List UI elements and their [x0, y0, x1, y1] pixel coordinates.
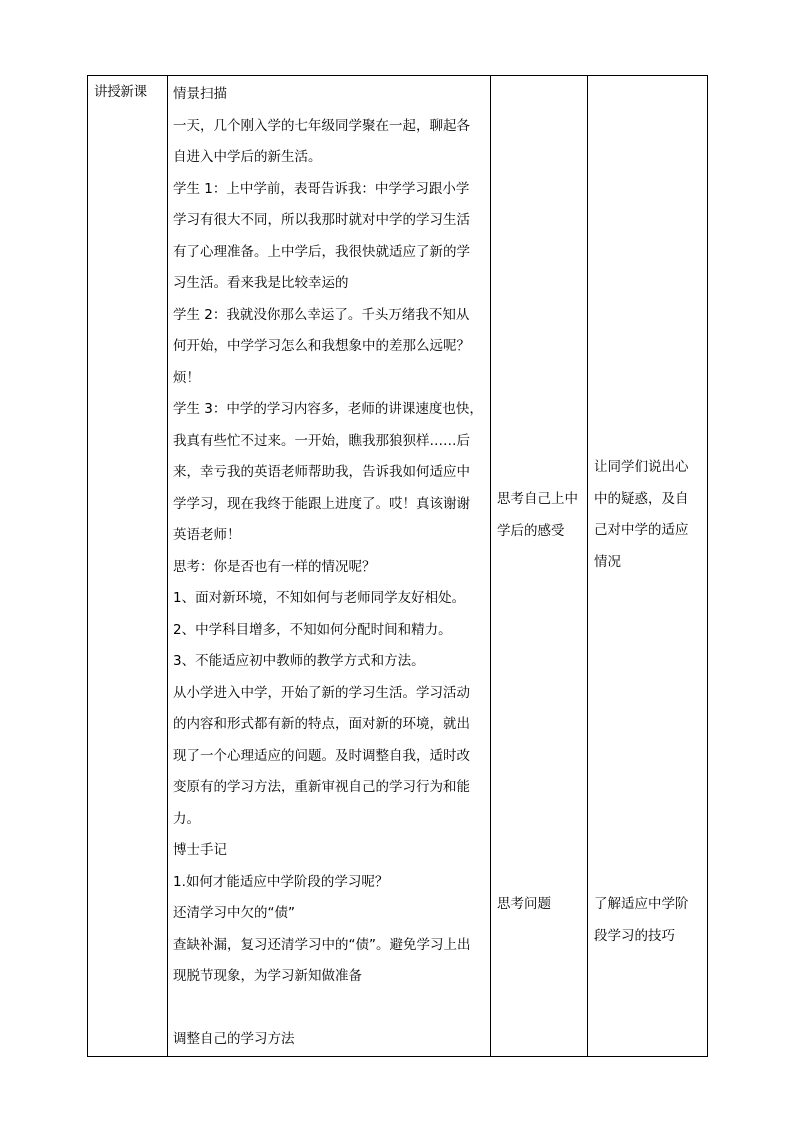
content-line: 思考：你是否也有一样的情况呢？ [173, 558, 376, 575]
content-line: 2、中学科目增多，不知如何分配时间和精力。 [173, 621, 452, 638]
content-line: 从小学进入中学，开始了新的学习生活。学习活动 [173, 684, 470, 701]
content-line: 情景扫描 [173, 86, 227, 102]
content-line: 查缺补漏，复习还清学习中的“债”。避免学习上出 [173, 936, 471, 953]
content-line: 学生 1：上中学前，表哥告诉我：中学学习跟小学 [173, 180, 470, 197]
content-line [173, 993, 486, 1025]
content-line: 调整自己的学习方法 [173, 1031, 295, 1047]
content-line: 一天，几个刚入学的七年级同学聚在一起，聊起各 [173, 117, 470, 134]
design-intent-line: 让同学们说出心 [594, 459, 689, 475]
content-line: 我真有些忙不过来。一开始，瞧我那狼狈样……后 [173, 432, 470, 449]
lesson-plan-row [88, 76, 708, 1057]
student-activity-block-1 [497, 484, 584, 547]
content-line: 有了心理准备。上中学后，我很快就适应了新的学 [173, 243, 470, 260]
content-line: 自进入中学后的新生活。 [173, 149, 322, 165]
content-line: 变原有的学习方法，重新审视自己的学习行为和能 [173, 779, 470, 795]
design-intent-block-2 [594, 889, 704, 952]
content-line: 学习有很大不同，所以我那时就对中学的学习生活 [173, 212, 470, 228]
content-line: 现脱节现象，为学习新知做准备 [173, 968, 362, 984]
section-label: 讲授新课 [94, 84, 147, 100]
teaching-content-cell [168, 76, 491, 1057]
content-line: 来，幸亏我的英语老师帮助我，告诉我如何适应中 [173, 464, 470, 480]
student-activity-block-2 [497, 889, 584, 921]
design-intent-line: 中的疑惑，及自 [594, 490, 689, 507]
content-line: 现了一个心理适应的问题。及时调整自我，适时改 [173, 747, 470, 764]
section-label-cell [88, 76, 168, 1057]
content-line: 1.如何才能适应中学阶段的学习呢？ [173, 873, 389, 890]
design-intent-line: 了解适应中学阶 [594, 896, 689, 912]
design-intent-cell [588, 76, 708, 1057]
student-activity-line: 思考自己上中 [497, 491, 578, 507]
design-intent-line: 己对中学的适应 [594, 522, 689, 538]
student-activity-line: 学后的感受 [497, 522, 565, 539]
content-line: 1、面对新环境，不知如何与老师同学友好相处。 [173, 590, 466, 606]
design-intent-line: 情况 [594, 553, 621, 570]
content-line: 力。 [173, 810, 200, 827]
content-line: 博士手记 [173, 842, 227, 858]
lesson-plan-table [87, 75, 708, 1057]
content-line: 烦！ [173, 369, 200, 386]
design-intent-line: 段学习的技巧 [594, 927, 675, 944]
content-line: 何开始，中学学习怎么和我想象中的差那么远呢？ [173, 338, 470, 354]
content-line: 还清学习中欠的“债” [173, 905, 295, 921]
student-activity-cell [491, 76, 588, 1057]
content-line: 的内容和形式都有新的特点，面对新的环境，就出 [173, 716, 470, 732]
content-line: 习生活。看来我是比较幸运的 [173, 275, 349, 291]
content-line: 3、不能适应初中教师的教学方式和方法。 [173, 653, 425, 669]
content-line: 学学习，现在我终于能跟上进度了。哎！真该谢谢 [173, 495, 470, 512]
teaching-content [168, 76, 490, 1056]
content-line: 学生 2：我就没你那么幸运了。千头万绪我不知从 [173, 306, 470, 323]
content-line: 学生 3：中学的学习内容多，老师的讲课速度也快， [173, 401, 483, 417]
content-line: 英语老师！ [173, 527, 241, 543]
design-intent-block-1 [594, 452, 704, 578]
student-activity-line: 思考问题 [497, 896, 551, 912]
